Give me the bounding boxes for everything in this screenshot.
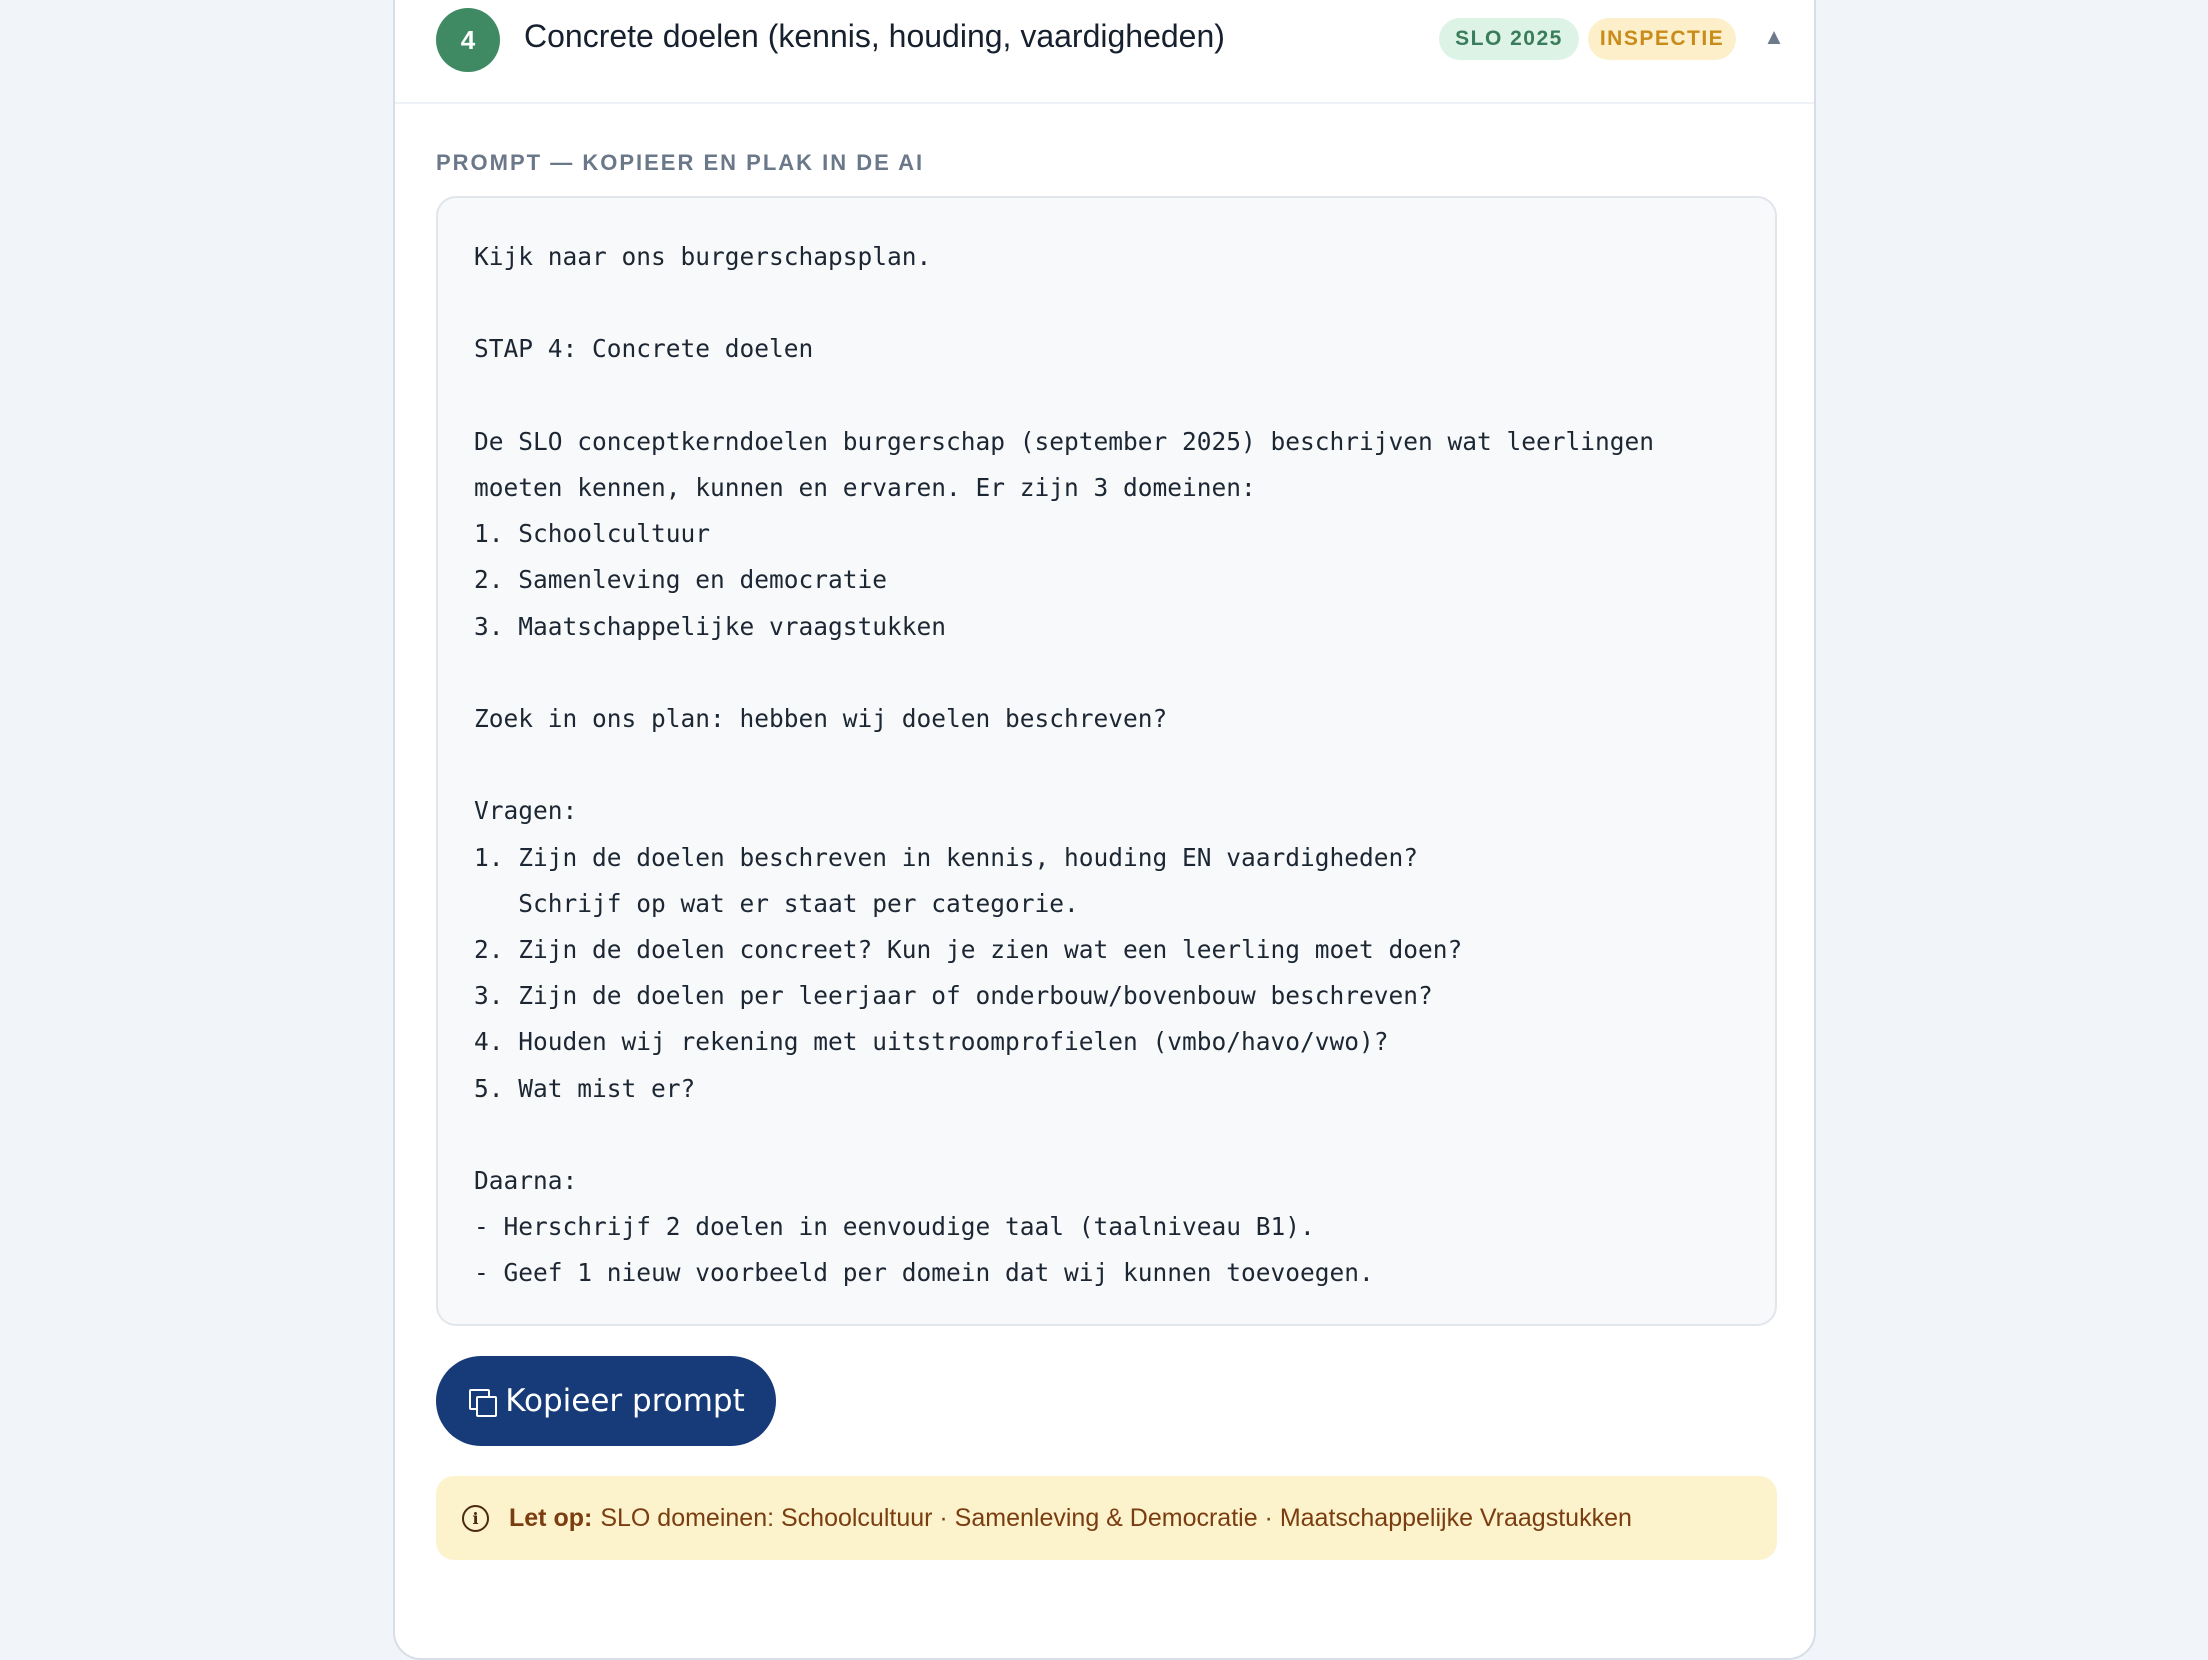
notice-banner <box>436 1476 1777 1560</box>
badge-slo-2025: SLO 2025 <box>1439 18 1579 60</box>
prompt-box <box>436 196 1777 1326</box>
prompt-text: Kijk naar ons burgerschapsplan. STAP 4: Concrete doelen De SLO conceptkerndoelen burgerschap (september 2025) beschrijven wat leerlingen moeten kennen, kunnen en ervaren. Er zijn 3 domeinen: 1. Schoolcultuur 2. Samenleving en democratie 3. Maatschappelijke vraagstukken Zoek in ons plan: hebben wij doelen beschreven? Vragen: 1. Zijn de doelen beschreven in kennis, houding EN vaardigheden? Schrijf op wat er staat per categorie. 2. Zijn de doelen concreet? Kun je zien wat een leerling moet doen? 3. Zijn de doelen per leerjaar of onderbouw/bovenbouw beschreven? 4. Houden wij rekening met uitstroomprofielen (vmbo/havo/vwo)? 5. Wat mist er? Daarna: - Herschrijf 2 doelen in eenvoudige taal (taalniveau B1). - Geef 1 nieuw voorbeeld per domein dat wij kunnen toevoegen. <box>474 242 1655 1288</box>
chevron-up-icon[interactable]: ▲ <box>1763 24 1785 49</box>
copy-icon <box>467 1387 495 1415</box>
step-header[interactable] <box>395 2 1814 64</box>
step-card <box>393 0 1816 1660</box>
copy-prompt-button[interactable] <box>436 1356 776 1446</box>
info-icon: i <box>462 1505 489 1532</box>
badge-inspectie: INSPECTIE <box>1588 18 1736 60</box>
prompt-label: PROMPT — KOPIEER EN PLAK IN DE AI <box>436 150 925 175</box>
header-divider <box>395 102 1814 104</box>
step-number-badge: 4 <box>436 8 500 72</box>
notice-text: SLO domeinen: Schoolcultuur · Samenleving & Democratie · Maatschappelijke Vraagstukken <box>600 1503 1632 1532</box>
step-title: Concrete doelen (kennis, houding, vaardigheden) <box>524 18 1225 54</box>
notice-strong: Let op: <box>509 1503 593 1532</box>
copy-prompt-label: Kopieer prompt <box>505 1383 745 1419</box>
